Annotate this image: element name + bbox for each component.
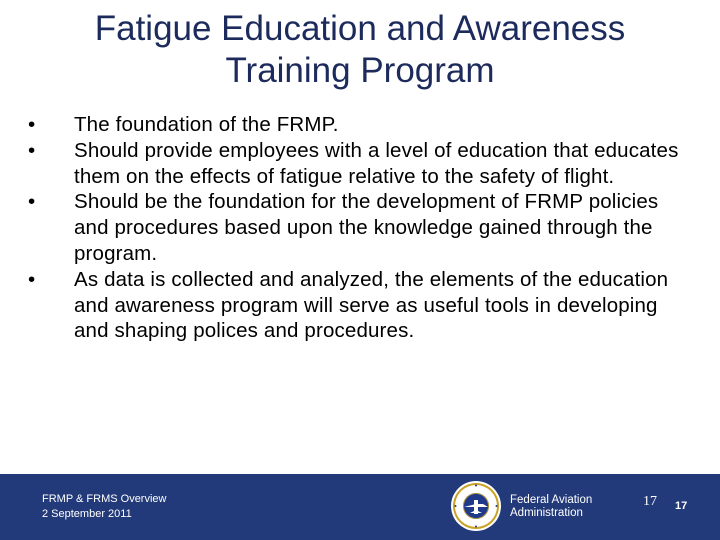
bullet-text: Should provide employees with a level of education that educates them on the effects of fatigue relative to the safety of flight.: [74, 138, 679, 188]
bullet-icon: •: [28, 138, 36, 162]
bullet-icon: •: [28, 267, 36, 291]
bullet-item: [28, 267, 688, 344]
agency-name: [510, 494, 592, 520]
slide-footer: [0, 474, 720, 540]
slide-title-line-1: Fatigue Education and Awareness: [94, 9, 626, 48]
agency-name-line-1: Federal Aviation: [510, 494, 593, 506]
footer-presentation-title: FRMP & FRMS Overview: [42, 493, 167, 505]
slide-title-line-2: Training Program: [225, 51, 495, 90]
page-number-secondary: 17: [675, 500, 688, 512]
page-number: 17: [643, 494, 657, 509]
footer-presentation-info: [42, 492, 166, 521]
bullet-text: The foundation of the FRMP.: [74, 113, 339, 136]
bullet-icon: •: [28, 113, 36, 136]
bullet-item: [28, 138, 688, 190]
bullet-text: As data is collected and analyzed, the elements of the education and awareness program will serve as useful tools in developing and shaping polices and procedures.: [74, 267, 669, 343]
slide-title: [20, 8, 700, 92]
bullet-item: [28, 189, 688, 266]
footer-date: 2 September 2011: [42, 508, 132, 520]
bullet-item: [28, 112, 688, 138]
bullet-list: [28, 112, 688, 344]
faa-seal-icon: [450, 480, 502, 532]
agency-name-line-2: Administration: [510, 507, 583, 519]
bullet-text: Should be the foundation for the development of FRMP policies and procedures based upon the knowledge gained through the program.: [74, 190, 659, 265]
bullet-icon: •: [28, 190, 36, 214]
